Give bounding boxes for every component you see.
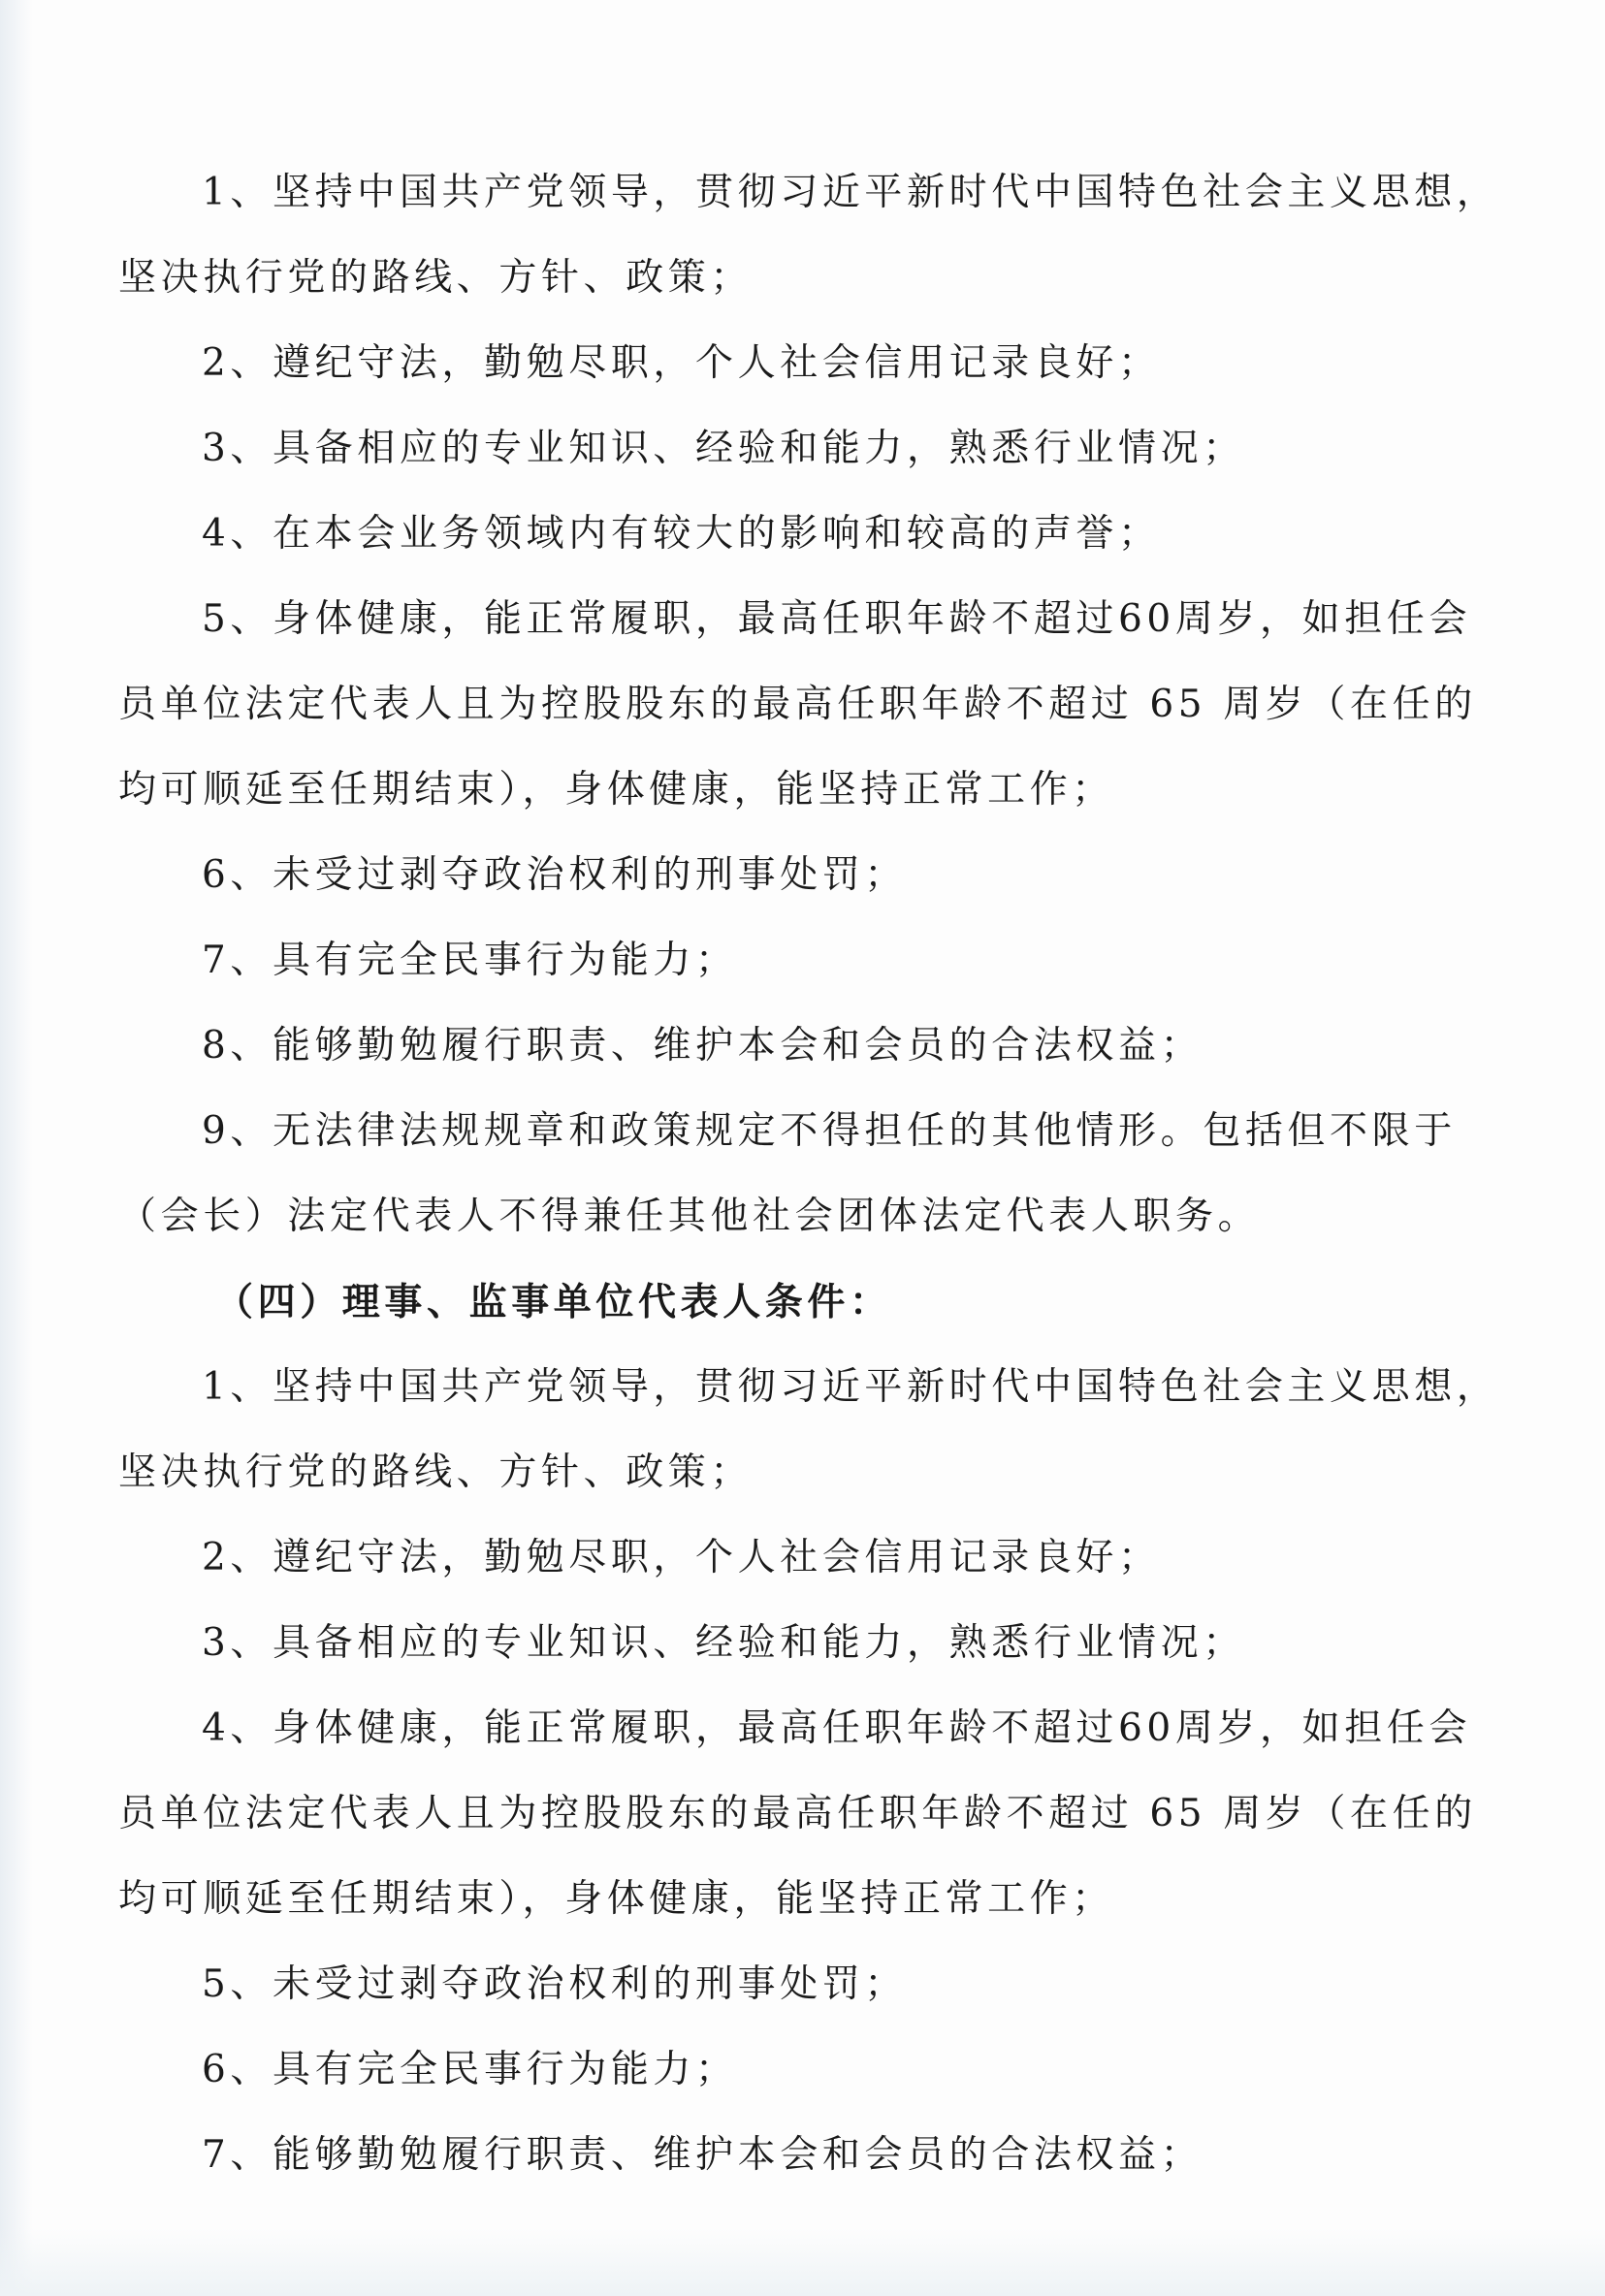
paragraph-line: 2、遵纪守法，勤勉尽职，个人社会信用记录良好； (202, 341, 1161, 385)
scan-edge-left (0, 0, 33, 2296)
paragraph-line: 3、具备相应的专业知识、经验和能力，熟悉行业情况； (202, 1621, 1245, 1665)
paragraph-line: （会长）法定代表人不得兼任其他社会团体法定代表人职务。 (118, 1195, 1261, 1238)
paragraph-line: 1、坚持中国共产党领导，贯彻习近平新时代中国特色社会主义思想， (202, 1365, 1499, 1409)
paragraph-line: 4、在本会业务领域内有较大的影响和较高的声誉； (202, 512, 1161, 556)
paragraph-line: 5、未受过剥夺政治权利的刑事处罚； (202, 1962, 908, 2006)
paragraph-line: 5、身体健康，能正常履职，最高任职年龄不超过60周岁，如担任会 (202, 597, 1472, 641)
section-heading: （四）理事、监事单位代表人条件： (215, 1280, 892, 1324)
paragraph-line: 1、坚持中国共产党领导，贯彻习近平新时代中国特色社会主义思想， (202, 171, 1499, 214)
paragraph-line: 8、能够勤勉履行职责、维护本会和会员的合法权益； (202, 1024, 1204, 1068)
paragraph-line: 均可顺延至任期结束），身体健康，能坚持正常工作； (118, 768, 1114, 812)
paragraph-line: 3、具备相应的专业知识、经验和能力，熟悉行业情况； (202, 427, 1245, 470)
scan-edge-bottom (0, 2228, 1605, 2296)
document-body (118, 150, 1499, 2198)
paragraph-line: 员单位法定代表人且为控股股东的最高任职年龄不超过 65 周岁（在任的 (118, 1792, 1477, 1835)
paragraph-line: 7、具有完全民事行为能力； (202, 939, 738, 982)
paragraph-line: 坚决执行党的路线、方针、政策； (118, 256, 754, 300)
paragraph-line: 7、能够勤勉履行职责、维护本会和会员的合法权益； (202, 2133, 1204, 2177)
paragraph-line: 6、具有完全民事行为能力； (202, 2048, 738, 2091)
paragraph-line: 员单位法定代表人且为控股股东的最高任职年龄不超过 65 周岁（在任的 (118, 683, 1477, 726)
paragraph-line: 坚决执行党的路线、方针、政策； (118, 1451, 754, 1494)
paragraph-line: 2、遵纪守法，勤勉尽职，个人社会信用记录良好； (202, 1536, 1161, 1579)
paragraph-line: 6、未受过剥夺政治权利的刑事处罚； (202, 853, 908, 897)
paragraph-line: 9、无法律法规规章和政策规定不得担任的其他情形。包括但不限于 (202, 1109, 1457, 1153)
paragraph-line: 4、身体健康，能正常履职，最高任职年龄不超过60周岁，如担任会 (202, 1706, 1472, 1750)
paragraph-line: 均可顺延至任期结束），身体健康，能坚持正常工作； (118, 1877, 1114, 1921)
